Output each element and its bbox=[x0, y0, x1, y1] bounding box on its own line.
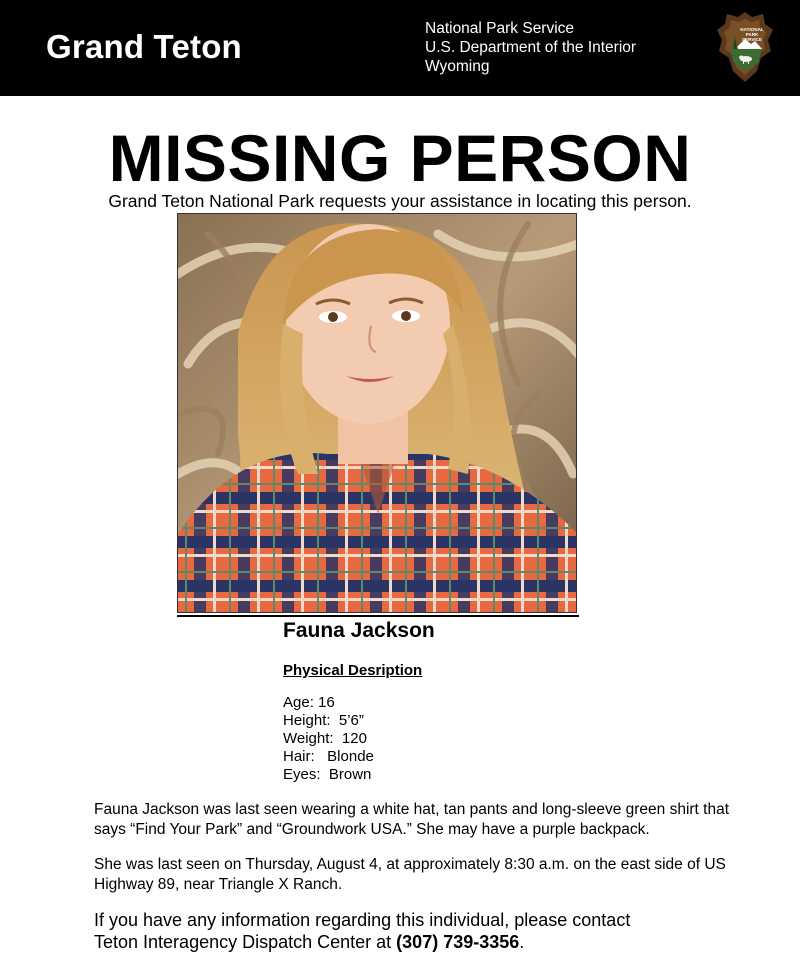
poster-title: MISSING PERSON bbox=[108, 121, 692, 195]
last-seen-paragraph: She was last seen on Thursday, August 4, at approximately 8:30 a.m. on the east side of US Highway 89, near Triangle X Ranch. bbox=[94, 856, 726, 893]
logo-text: NATIONAL bbox=[740, 27, 764, 32]
phone-number: (307) 739-3356 bbox=[396, 932, 520, 952]
logo-text: SERVICE bbox=[741, 37, 763, 42]
contact-line bbox=[94, 931, 630, 953]
description-item: Hair: Blonde bbox=[283, 748, 374, 765]
contact-line-suffix: . bbox=[519, 932, 525, 952]
clothing-paragraph: Fauna Jackson was last seen wearing a white hat, tan pants and long-sleeve green shirt that says “Find Your Park” and “Groundwork USA.” She may have a purple backpack. bbox=[94, 801, 730, 838]
park-name: Grand Teton bbox=[46, 28, 242, 65]
header-bar bbox=[0, 0, 800, 96]
description-item: Eyes: Brown bbox=[283, 766, 372, 783]
nps-arrowhead-logo-icon bbox=[716, 11, 774, 83]
description-item: Height: 5’6” bbox=[283, 712, 364, 729]
portrait-image-icon bbox=[178, 214, 577, 613]
agency-line: Wyoming bbox=[425, 58, 490, 75]
logo-text: PARK bbox=[745, 32, 759, 37]
contact-block bbox=[94, 909, 630, 953]
description-item: Weight: 120 bbox=[283, 730, 367, 747]
person-name: Fauna Jackson bbox=[283, 619, 435, 642]
description-item: Age: 16 bbox=[283, 694, 335, 711]
agency-block bbox=[425, 19, 636, 76]
contact-line: If you have any information regarding this individual, please contact bbox=[94, 910, 631, 930]
agency-line: U.S. Department of the Interior bbox=[425, 39, 637, 56]
agency-line: National Park Service bbox=[425, 20, 575, 37]
photo-divider bbox=[177, 615, 579, 617]
contact-line-prefix: Teton Interagency Dispatch Center at bbox=[94, 932, 397, 952]
physical-description-list bbox=[283, 694, 374, 784]
poster-subtitle: Grand Teton National Park requests your assistance in locating this person. bbox=[108, 191, 692, 211]
description-heading: Physical Desription bbox=[283, 662, 423, 679]
missing-person-photo bbox=[177, 213, 577, 613]
